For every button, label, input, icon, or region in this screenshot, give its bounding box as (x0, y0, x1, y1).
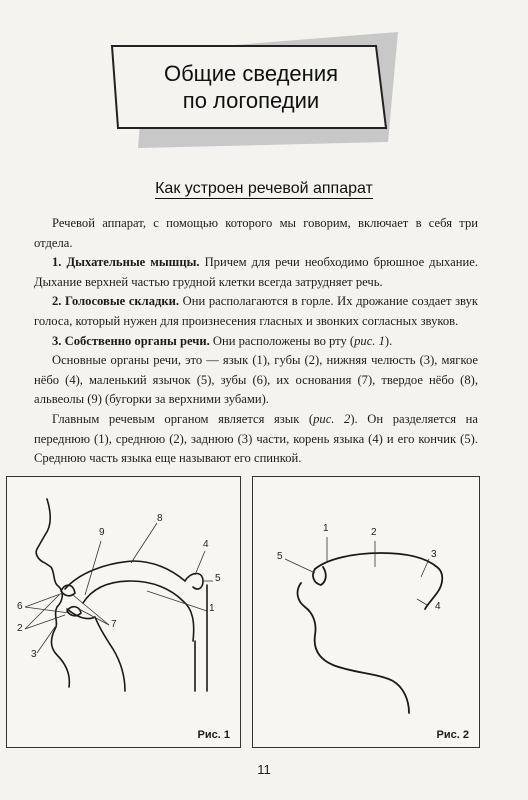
figure-2 (252, 476, 480, 748)
body-text (34, 214, 478, 469)
text-speech-organs-end: ). (384, 333, 393, 348)
paragraph-tongue (34, 410, 478, 469)
fig1-label-9: 9 (99, 527, 105, 538)
fig2-label-4: 4 (435, 601, 441, 612)
paragraph-intro: Речевой аппарат, с помощью которого мы говорим, включает в себя три отдела. (34, 216, 478, 250)
chapter-title-line2: по логопедии (182, 88, 320, 113)
speech-apparatus-illustration (7, 477, 240, 747)
text-tongue: ). Он разделяется на переднюю (1), среднюю (2), заднюю (3) части, корень языка (4) и его кончик (5). Среднюю часть языка еще называют его спинкой. (34, 411, 478, 466)
section-title-text: Как устроен речевой аппарат (155, 180, 373, 197)
fig1-label-5: 5 (215, 573, 221, 584)
fig2-label-5: 5 (277, 551, 283, 562)
fig2-label-2: 2 (371, 527, 377, 538)
text-breathing: Причем для речи необходимо брюшное дыхание. Дыхание верхней частью грудной клетки всегда затрудняет речь. (34, 255, 478, 289)
paragraph-main-organs: Основные органы речи, это — язык (1), губы (2), нижняя челюсть (3), мягкое нёбо (4), маленький язычок (5), зубы (6), их основания (7), твердое нёбо (8), альвеолы (9) (бугорки за верхними зубами). (34, 353, 478, 407)
page-number: 11 (257, 762, 271, 777)
chapter-title-line1: Общие сведения (163, 61, 339, 86)
fig2-label-3: 3 (431, 549, 437, 560)
section-title (0, 180, 528, 198)
figure-2-caption: Рис. 2 (436, 729, 469, 741)
heading-vocal-folds: 2. Голосовые складки. (52, 294, 180, 309)
chapter-banner (0, 0, 528, 160)
tongue-parts-illustration (253, 477, 479, 747)
ref-fig1: рис. 1 (354, 333, 385, 348)
text-tongue-start: Главным речевым органом является язык ( (52, 411, 314, 426)
fig1-label-6: 6 (17, 601, 23, 612)
figure-1-caption: Рис. 1 (197, 729, 230, 741)
figure-1 (6, 476, 241, 748)
paragraph-speech-organs (34, 332, 478, 352)
paragraph-breathing (34, 253, 478, 292)
ref-fig2: рис. 2 (313, 411, 351, 426)
chapter-title (120, 60, 382, 114)
heading-speech-organs: 3. Собственно органы речи. (52, 333, 210, 348)
fig1-label-4: 4 (203, 539, 209, 550)
fig1-label-1: 1 (209, 603, 215, 614)
fig1-label-3: 3 (31, 649, 37, 660)
text-vocal-folds: Они располагаются в горле. Их дрожание создает звук голоса, который нужен для произнесения гласных и звонких согласных звуков. (34, 294, 478, 328)
heading-breathing: 1. Дыхательные мышцы. (52, 255, 200, 270)
fig2-label-1: 1 (323, 523, 329, 534)
fig1-label-8: 8 (157, 513, 163, 524)
fig1-label-7: 7 (111, 619, 117, 630)
fig1-label-2: 2 (17, 623, 23, 634)
text-speech-organs: Они расположены во рту ( (209, 333, 355, 348)
paragraph-vocal-folds (34, 292, 478, 331)
